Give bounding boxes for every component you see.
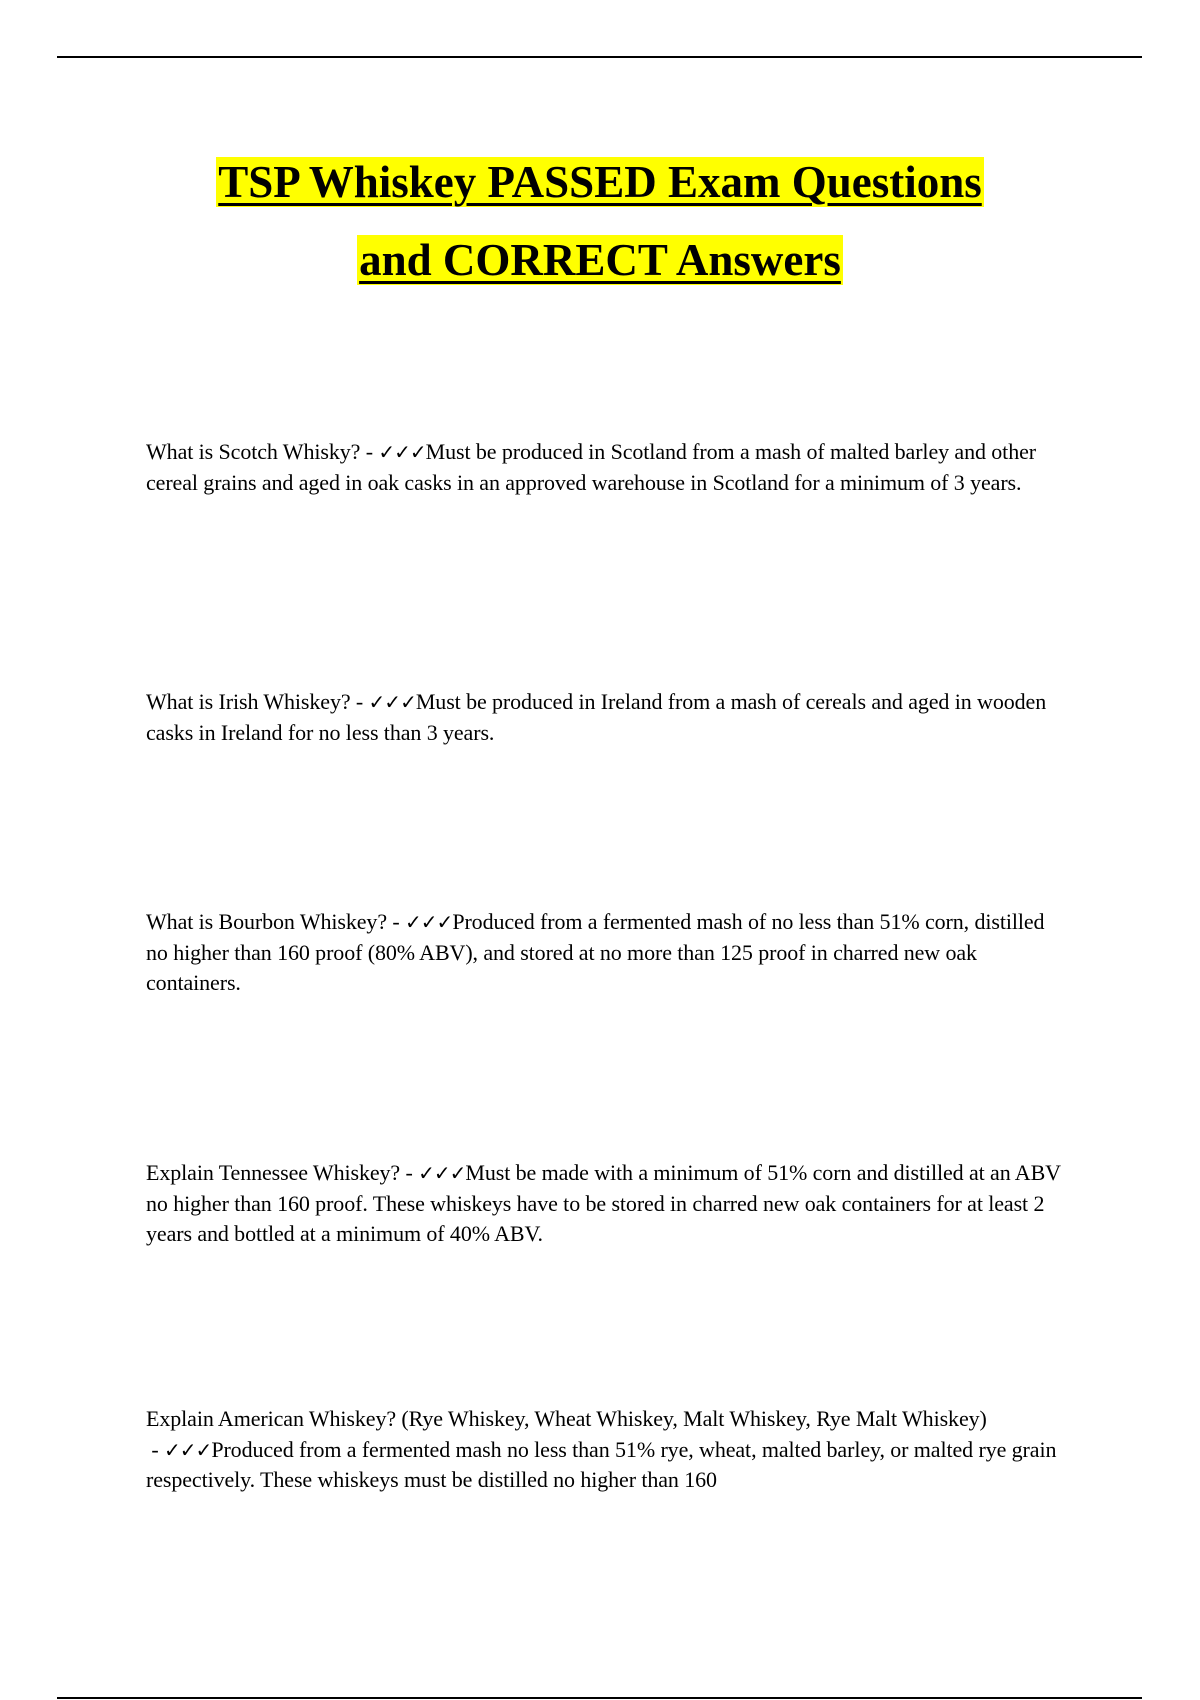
check-marks-icon: ✓✓✓ bbox=[378, 440, 426, 464]
question-text: What is Scotch Whisky? bbox=[146, 439, 361, 464]
separator: - bbox=[360, 439, 379, 464]
check-marks-icon: ✓✓✓ bbox=[368, 690, 416, 714]
answer-text: Produced from a fermented mash of no less than 51% corn, distilled no higher than 160 proof (80% ABV), and stored at no more than 125 proof in charred new oak containers. bbox=[146, 909, 1045, 995]
question-text: Explain American Whiskey? (Rye Whiskey, Wheat Whiskey, Malt Whiskey, Rye Malt Whiskey) bbox=[146, 1406, 987, 1431]
answer-text: Produced from a fermented mash no less than 51% rye, wheat, malted barley, or malted rye grain respectively. These whiskeys must be distilled no higher than 160 bbox=[146, 1436, 1057, 1492]
question-text: What is Bourbon Whiskey? bbox=[146, 909, 387, 934]
separator: - bbox=[146, 1436, 165, 1462]
qa-item bbox=[146, 437, 1061, 498]
qa-item bbox=[146, 907, 1061, 999]
answer-text: Must be produced in Ireland from a mash of cereals and aged in wooden casks in Ireland for no less than 3 years. bbox=[146, 689, 1047, 745]
separator: - bbox=[387, 909, 406, 934]
title-line-2: and CORRECT Answers bbox=[359, 235, 841, 285]
bottom-rule bbox=[57, 1697, 1142, 1699]
title-line-1: TSP Whiskey PASSED Exam Questions bbox=[218, 157, 982, 207]
check-marks-icon: ✓✓✓ bbox=[164, 1437, 212, 1462]
qa-item bbox=[146, 1404, 1061, 1496]
top-rule bbox=[57, 56, 1142, 58]
separator: - bbox=[350, 689, 369, 714]
document-title bbox=[0, 143, 1200, 299]
answer-text: Must be produced in Scotland from a mash of malted barley and other cereal grains and aged in oak casks in an approved warehouse in Scotland for a minimum of 3 years. bbox=[146, 439, 1036, 495]
qa-item bbox=[146, 687, 1061, 748]
question-text: Explain Tennessee Whiskey? bbox=[146, 1160, 401, 1185]
check-marks-icon: ✓✓✓ bbox=[405, 910, 453, 934]
separator: - bbox=[400, 1160, 419, 1185]
check-marks-icon: ✓✓✓ bbox=[418, 1161, 466, 1185]
question-text: What is Irish Whiskey? bbox=[146, 689, 351, 714]
qa-item bbox=[146, 1158, 1061, 1250]
answer-text: Must be made with a minimum of 51% corn and distilled at an ABV no higher than 160 proof. These whiskeys have to be stored in charred new oak containers for at least 2 years and bottled at a minimum of 40% ABV. bbox=[146, 1160, 1061, 1246]
